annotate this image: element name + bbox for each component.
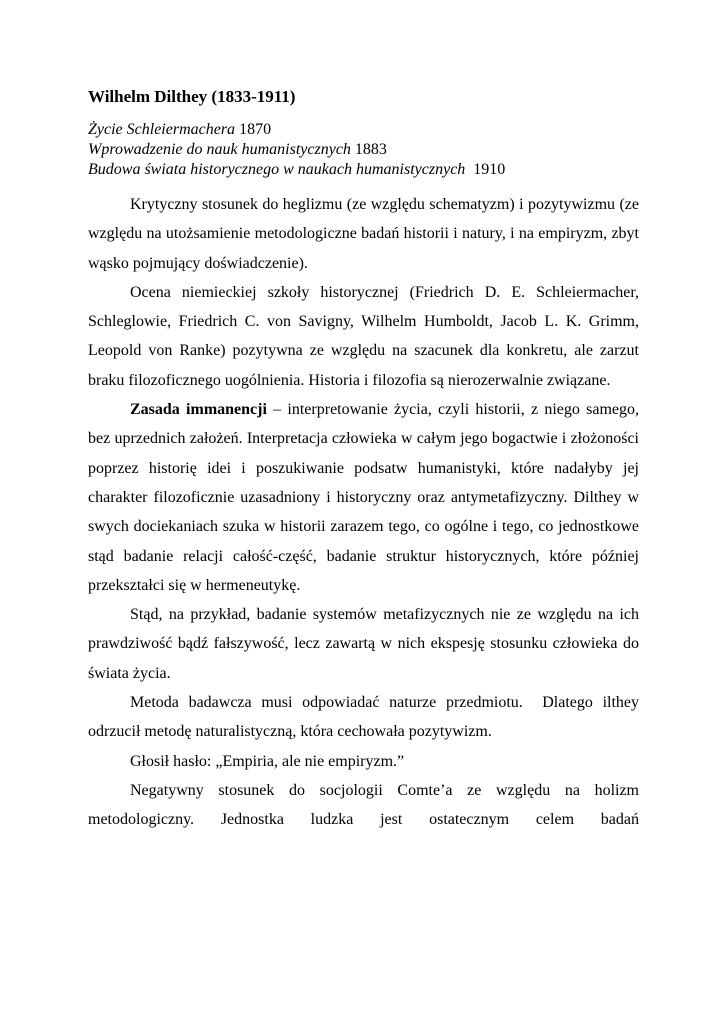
work-title: Budowa świata historycznego w naukach humanistycznych	[88, 161, 466, 178]
work-entry	[88, 140, 639, 160]
paragraph-motto: Głosił hasło: „Empiria, ale nie empiryzm.”	[130, 752, 405, 770]
paragraph-comte: Negatywny stosunek do socjologii Comte’a ze względu na holizm metodologiczny. Jednostka ludzka jest ostatecznym celem badań	[88, 781, 639, 829]
immanence-text: – interpretowanie życia, czyli historii, z niego samego, bez uprzednich założeń. Interpretacja człowieka w całym jego bogactwie i złożoności poprzez historię idei i poszukiwanie podsatw humanistyki, które nadałyby jej charakter filozoficznie uzasadniony i historyczny oraz antymetafizyczny. Dilthey w swych dociekaniach szuka w historii zarazem tego, co ogólne i tego, co jednostkowe stąd badanie relacji całość-część, badanie struktur historycznych, które później przekształci się w hermeneutykę.	[88, 401, 639, 594]
work-title: Życie Schleiermachera	[88, 121, 236, 138]
work-year: 1910	[465, 161, 506, 178]
work-entry	[88, 160, 639, 180]
document-heading: Wilhelm Dilthey (1833-1911)	[88, 87, 296, 106]
paragraph-method: Metoda badawcza musi odpowiadać naturze przedmiotu. Dlatego ilthey odrzucił metodę naturalistyczną, która cechowała pozytywizm.	[88, 694, 643, 741]
paragraph-metaphysics: Stąd, na przykład, badanie systemów metafizycznych nie ze względu na ich prawdziwość bądź fałszywość, lecz zawartą w nich ekspesję stosunku człowieka do świata życia.	[88, 606, 639, 682]
work-year: 1870	[235, 121, 272, 138]
document-page	[88, 86, 643, 835]
work-entry	[88, 120, 639, 140]
paragraph-immanence	[88, 395, 639, 600]
work-title: Wprowadzenie do nauk humanistycznych	[88, 141, 351, 158]
paragraph-critique: Krytyczny stosunek do heglizmu (ze względu schematyzm) i pozytywizmu (ze względu na utożsamienie metodologiczne badań historii i natury, i na empiryzm, zbyt wąsko pojmujący doświadczenie).	[88, 196, 639, 272]
works-list	[88, 120, 639, 180]
paragraph-historical-school: Ocena niemieckiej szkoły historycznej (Friedrich D. E. Schleiermacher, Schleglowie, Friedrich C. von Savigny, Wilhelm Humboldt, Jacob L. K. Grimm, Leopold von Ranke) pozytywna ze względu na szacunek dla konkretu, ale zarzut braku filozoficznego uogólnienia. Historia i filozofia są nierozerwalnie związane.	[88, 283, 639, 389]
work-year: 1883	[350, 141, 387, 158]
immanence-term: Zasada immanencji	[130, 401, 267, 419]
